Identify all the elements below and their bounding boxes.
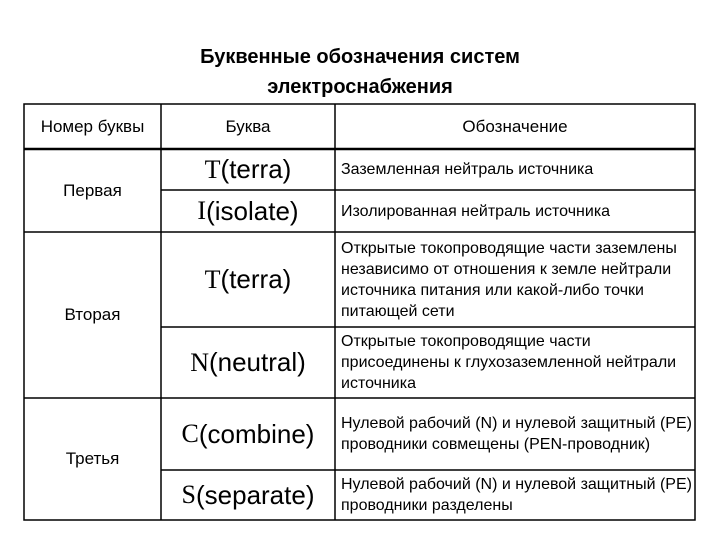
letter-code: I [197, 196, 207, 225]
letter-cell [161, 190, 335, 232]
description-cell: Нулевой рабочий (N) и нулевой защитный (PE) проводники совмещены (PEN-проводник) [341, 415, 692, 453]
description-cell: Нулевой рабочий (N) и нулевой защитный (PE) проводники разделены [341, 476, 692, 514]
letter-word: (isolate) [206, 195, 299, 226]
letter-code: C [181, 419, 199, 448]
letter-word: (combine) [198, 418, 315, 449]
letter-cell [161, 470, 335, 520]
letter-cell [161, 232, 335, 327]
description-cell: Изолированная нейтраль источника [341, 202, 611, 220]
letter-code: N [190, 347, 209, 377]
title-line-2: электроснабжения [267, 76, 453, 98]
header-designation: Обозначение [462, 116, 568, 136]
description-cell: Открытые токопроводящие части присоединены к глухозаземленной нейтрали источника [341, 333, 677, 392]
group-label-first: Первая [63, 180, 122, 200]
letter-cell [161, 398, 335, 470]
header-letter: Буква [225, 116, 271, 136]
description-cell: Заземленная нейтраль источника [341, 161, 594, 178]
letter-cell [161, 327, 335, 398]
letter-code: S [181, 480, 196, 509]
header-letter-number: Номер буквы [40, 116, 145, 136]
letter-code: T [204, 154, 221, 184]
letter-word: (terra) [220, 264, 292, 294]
letter-cell [161, 149, 335, 190]
letter-word: (terra) [220, 154, 292, 184]
letter-code: T [204, 264, 221, 294]
group-label-second: Вторая [64, 305, 121, 324]
letter-word: (separate) [195, 479, 315, 510]
letter-word: (neutral) [208, 347, 306, 377]
title-line-1: Буквенные обозначения систем [200, 46, 520, 68]
description-cell: Открытые токопроводящие части заземлены независимо от отношения к земле нейтрали источника питания или какой-либо точки питающей сети [341, 239, 677, 320]
group-label-third: Третья [65, 449, 120, 468]
